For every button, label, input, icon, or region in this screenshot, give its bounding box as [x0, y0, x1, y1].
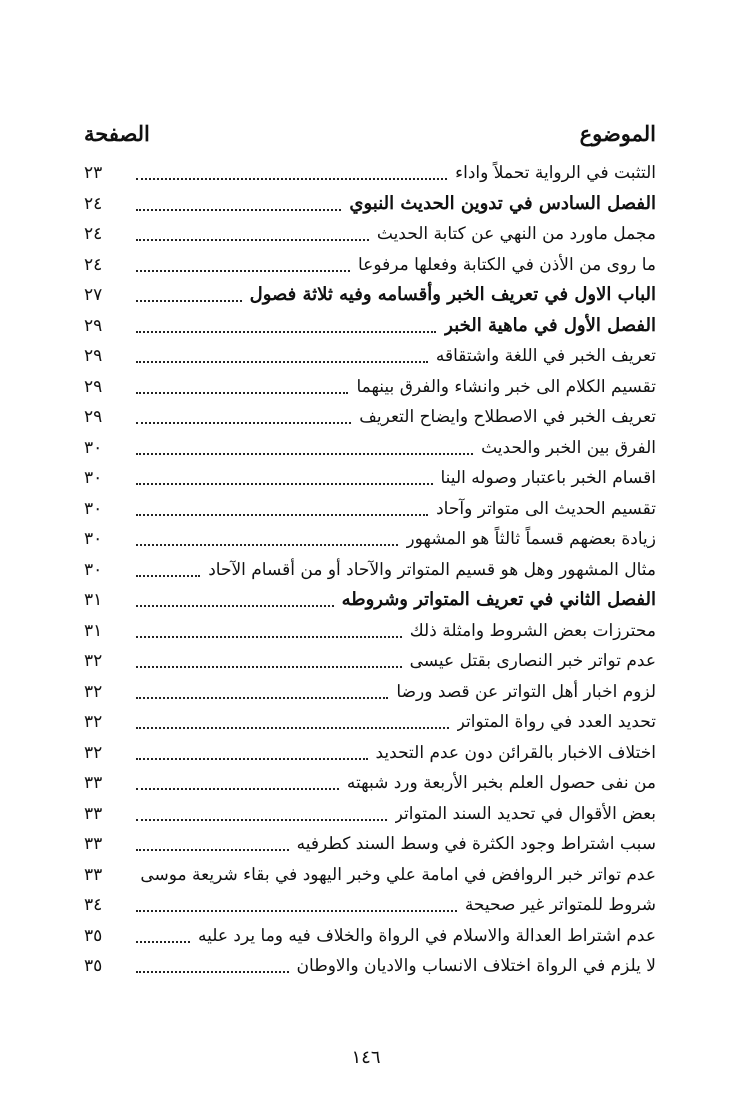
dot-leader: [136, 697, 388, 699]
toc-entry-page: ٣٠: [84, 498, 103, 519]
toc-entry-title: لا يلزم في الرواة اختلاف الانساب والاديان والاوطان: [296, 956, 656, 977]
toc-entry-title: من نفى حصول العلم بخبر الأربعة ورد شبهته: [346, 773, 656, 794]
dot-leader: [136, 209, 341, 211]
toc-entry-title: زيادة بعضهم قسماً ثالثاً هو المشهور: [406, 529, 656, 550]
toc-entry-page: ٣١: [84, 590, 103, 611]
toc-entry-title: عدم اشتراط العدالة والاسلام في الرواة والخلاف فيه وما يرد عليه: [198, 925, 656, 946]
toc-entry: [84, 280, 656, 311]
toc-entry-title: تقسيم الحديث الى متواتر وآحاد: [436, 498, 656, 519]
toc-entry: [84, 585, 656, 616]
toc-entry-page: ٣٣: [84, 864, 103, 885]
toc-entry-title: لزوم اخبار أهل التواتر عن قصد ورضا: [396, 681, 656, 702]
dot-leader: [136, 392, 348, 394]
toc-entry-page: ٣٠: [84, 437, 103, 458]
toc-entry: [84, 738, 656, 769]
toc-entry: [84, 677, 656, 708]
toc-entry: [84, 829, 656, 860]
dot-leader: [136, 605, 334, 607]
toc-entry-title: عدم تواتر خبر الروافض في امامة علي وخبر اليهود في بقاء شريعة موسى: [140, 864, 656, 885]
toc-entry: [84, 250, 656, 281]
toc-entry: [84, 646, 656, 677]
toc-entry-title: ما روى من الأذن في الكتابة وفعلها مرفوعا: [358, 254, 656, 275]
toc-entry: [84, 341, 656, 372]
toc-entry-title: الفصل الأول في ماهية الخبر: [444, 314, 656, 336]
dot-leader: [136, 270, 350, 272]
toc-entry: [84, 860, 656, 891]
toc-entry-title: مجمل ماورد من النهي عن كتابة الحديث: [376, 224, 656, 245]
toc-entry-page: ٣٠: [84, 529, 103, 550]
page-column-heading: الصفحة: [84, 120, 150, 146]
toc-entry-page: ٢٩: [84, 407, 103, 428]
toc-entry: [84, 402, 656, 433]
toc-entry: [84, 463, 656, 494]
toc-entry: [84, 890, 656, 921]
toc-entry-title: اقسام الخبر باعتبار وصوله الينا: [440, 468, 656, 489]
toc-entry-page: ٣١: [84, 620, 103, 641]
toc-entry-title: عدم تواتر خبر النصارى بقتل عيسى: [409, 651, 656, 672]
toc-entry-title: تحديد العدد في رواة المتواتر: [456, 712, 656, 733]
toc-entry-title: محترزات بعض الشروط وامثلة ذلك: [409, 620, 656, 641]
dot-leader: [136, 483, 433, 485]
toc-entry: [84, 951, 656, 982]
toc-entry: [84, 707, 656, 738]
toc-entry: [84, 158, 656, 189]
toc-entry-page: ٢٩: [84, 346, 103, 367]
toc-entry-page: ٣٣: [84, 834, 103, 855]
toc-entry: [84, 921, 656, 952]
toc-entry-title: اختلاف الاخبار بالقرائن دون عدم التحديد: [375, 742, 656, 763]
page-number: ١٤٦: [351, 1047, 381, 1068]
toc-entry-page: ٣٥: [84, 956, 103, 977]
toc-entry: [84, 555, 656, 586]
toc-entry-page: ٣٢: [84, 681, 103, 702]
toc-entry-page: ٣٢: [84, 651, 103, 672]
toc-header: [84, 116, 656, 150]
dot-leader: [136, 239, 369, 241]
dot-leader: [136, 361, 428, 363]
toc-entry: [84, 372, 656, 403]
toc-entry: [84, 799, 656, 830]
toc-entry: [84, 768, 656, 799]
dot-leader: [136, 971, 289, 973]
toc-entry-title: بعض الأقوال في تحديد السند المتواتر: [394, 803, 656, 824]
dot-leader: [136, 666, 402, 668]
toc-entry-title: الفرق بين الخبر والحديث: [481, 437, 656, 458]
toc-entry-page: ٣٤: [84, 895, 103, 916]
toc-entry-title: تقسيم الكلام الى خبر وانشاء والفرق بينهما: [356, 376, 656, 397]
dot-leader: [136, 178, 447, 180]
dot-leader: [136, 300, 242, 302]
toc-entry-title: تعريف الخبر في الاصطلاح وايضاح التعريف: [359, 407, 656, 428]
toc-entry: [84, 219, 656, 250]
toc-entry-page: ٢٩: [84, 376, 103, 397]
dot-leader: [136, 910, 457, 912]
dot-leader: [136, 819, 387, 821]
toc-entry-page: ٢٧: [84, 285, 103, 306]
subject-column-heading: الموضوع: [579, 120, 656, 146]
toc-entry-title: تعريف الخبر في اللغة واشتقاقه: [435, 346, 656, 367]
dot-leader: [136, 544, 398, 546]
toc-entry-page: ٣٣: [84, 773, 103, 794]
toc-entry-page: ٣٢: [84, 712, 103, 733]
toc-entry: [84, 524, 656, 555]
toc-entry-page: ٢٤: [84, 193, 103, 214]
toc-entry-page: ٢٣: [84, 163, 103, 184]
dot-leader: [136, 514, 428, 516]
toc-entry-title: التثبت في الرواية تحملاً واداء: [455, 163, 656, 184]
toc-entry: [84, 311, 656, 342]
toc-entry-page: ٢٤: [84, 224, 103, 245]
dot-leader: [136, 453, 473, 455]
dot-leader: [136, 941, 190, 943]
dot-leader: [136, 331, 436, 333]
toc-entry-title: شروط للمتواتر غير صحيحة: [464, 895, 656, 916]
toc-entry-page: ٢٤: [84, 254, 103, 275]
dot-leader: [136, 758, 368, 760]
dot-leader: [136, 575, 200, 577]
dot-leader: [136, 422, 351, 424]
toc-entry-page: ٣٠: [84, 468, 103, 489]
toc-entry-page: ٣٠: [84, 559, 103, 580]
dot-leader: [136, 727, 449, 729]
toc-entry-title: مثال المشهور وهل هو قسيم المتواتر والآحاد أو من أقسام الآحاد: [208, 559, 656, 580]
toc-entry: [84, 433, 656, 464]
table-of-contents: [84, 158, 656, 982]
toc-entry: [84, 616, 656, 647]
toc-entry-page: ٣٣: [84, 803, 103, 824]
toc-entry-page: ٣٢: [84, 742, 103, 763]
toc-entry: [84, 494, 656, 525]
toc-entry-title: الباب الاول في تعريف الخبر وأقسامه وفيه ثلاثة فصول: [249, 284, 656, 306]
toc-entry-page: ٢٩: [84, 315, 103, 336]
dot-leader: [136, 788, 339, 790]
toc-entry-title: الفصل السادس في تدوين الحديث النبوي: [349, 192, 656, 214]
dot-leader: [136, 849, 289, 851]
toc-entry-page: ٣٥: [84, 925, 103, 946]
toc-entry-title: سبب اشتراط وجود الكثرة في وسط السند كطرفيه: [296, 834, 656, 855]
toc-entry: [84, 189, 656, 220]
toc-entry-title: الفصل الثاني في تعريف المتواتر وشروطه: [341, 589, 656, 611]
dot-leader: [136, 636, 402, 638]
